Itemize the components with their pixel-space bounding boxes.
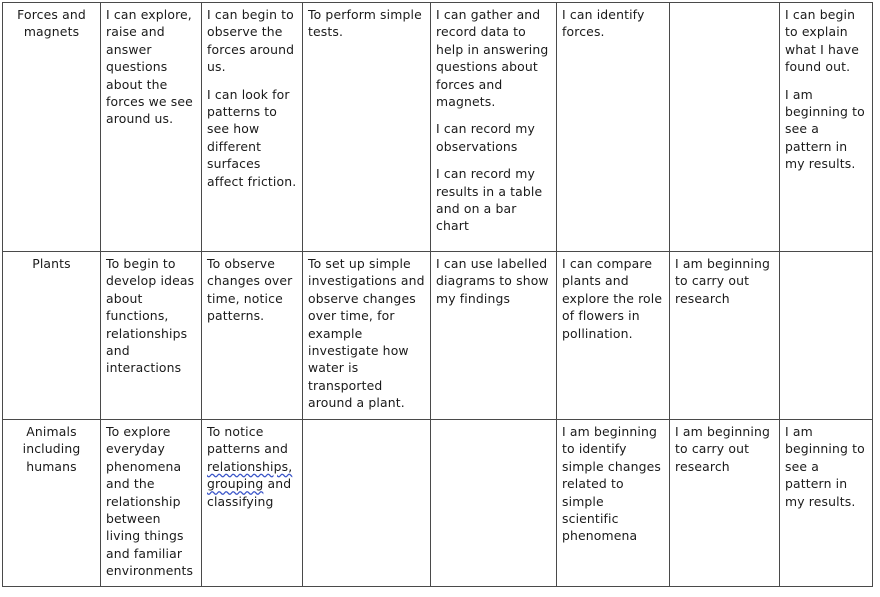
table-cell: To begin to develop ideas about functions, relationships and interactions (101, 252, 202, 420)
table-cell: I can gather and record data to help in answering questions about forces and magnets. I can record my observations I can record my results in a table and on a bar chart (431, 3, 557, 252)
topic-cell: Forces and magnets (3, 3, 101, 252)
table-cell: I am beginning to carry out research (670, 420, 780, 587)
table-cell: To observe changes over time, notice patterns. (202, 252, 303, 420)
table-cell (431, 420, 557, 587)
table-cell: To set up simple investigations and observe changes over time, for example investigate how water is transported around a plant. (303, 252, 431, 420)
table-cell: I am beginning to identify simple changes related to simple scientific phenomena (557, 420, 670, 587)
table-cell: I can identify forces. (557, 3, 670, 252)
table-cell: I am beginning to carry out research (670, 252, 780, 420)
table-cell: To notice patterns and relationships, grouping and classifying (202, 420, 303, 587)
spellcheck-underlined-text: relationships, grouping (207, 458, 293, 492)
table-cell: I can explore, raise and answer questions about the forces we see around us. (101, 3, 202, 252)
table-row-plants (3, 252, 873, 420)
table-cell (670, 3, 780, 252)
table-cell: I am beginning to see a pattern in my results. (780, 420, 873, 587)
topic-cell: Plants (3, 252, 101, 420)
table-cell: I can use labelled diagrams to show my findings (431, 252, 557, 420)
table-row-forces (3, 3, 873, 252)
science-skills-table (2, 2, 873, 587)
table-cell (303, 420, 431, 587)
table-row-animals (3, 420, 873, 587)
table-cell: I can begin to explain what I have found out. I am beginning to see a pattern in my results. (780, 3, 873, 252)
topic-cell: Animals including humans (3, 420, 101, 587)
table-cell: To perform simple tests. (303, 3, 431, 252)
table-cell: To explore everyday phenomena and the relationship between living things and familiar environments (101, 420, 202, 587)
table-cell: I can begin to observe the forces around us. I can look for patterns to see how different surfaces affect friction. (202, 3, 303, 252)
table-cell: I can compare plants and explore the role of flowers in pollination. (557, 252, 670, 420)
table-cell (780, 252, 873, 420)
